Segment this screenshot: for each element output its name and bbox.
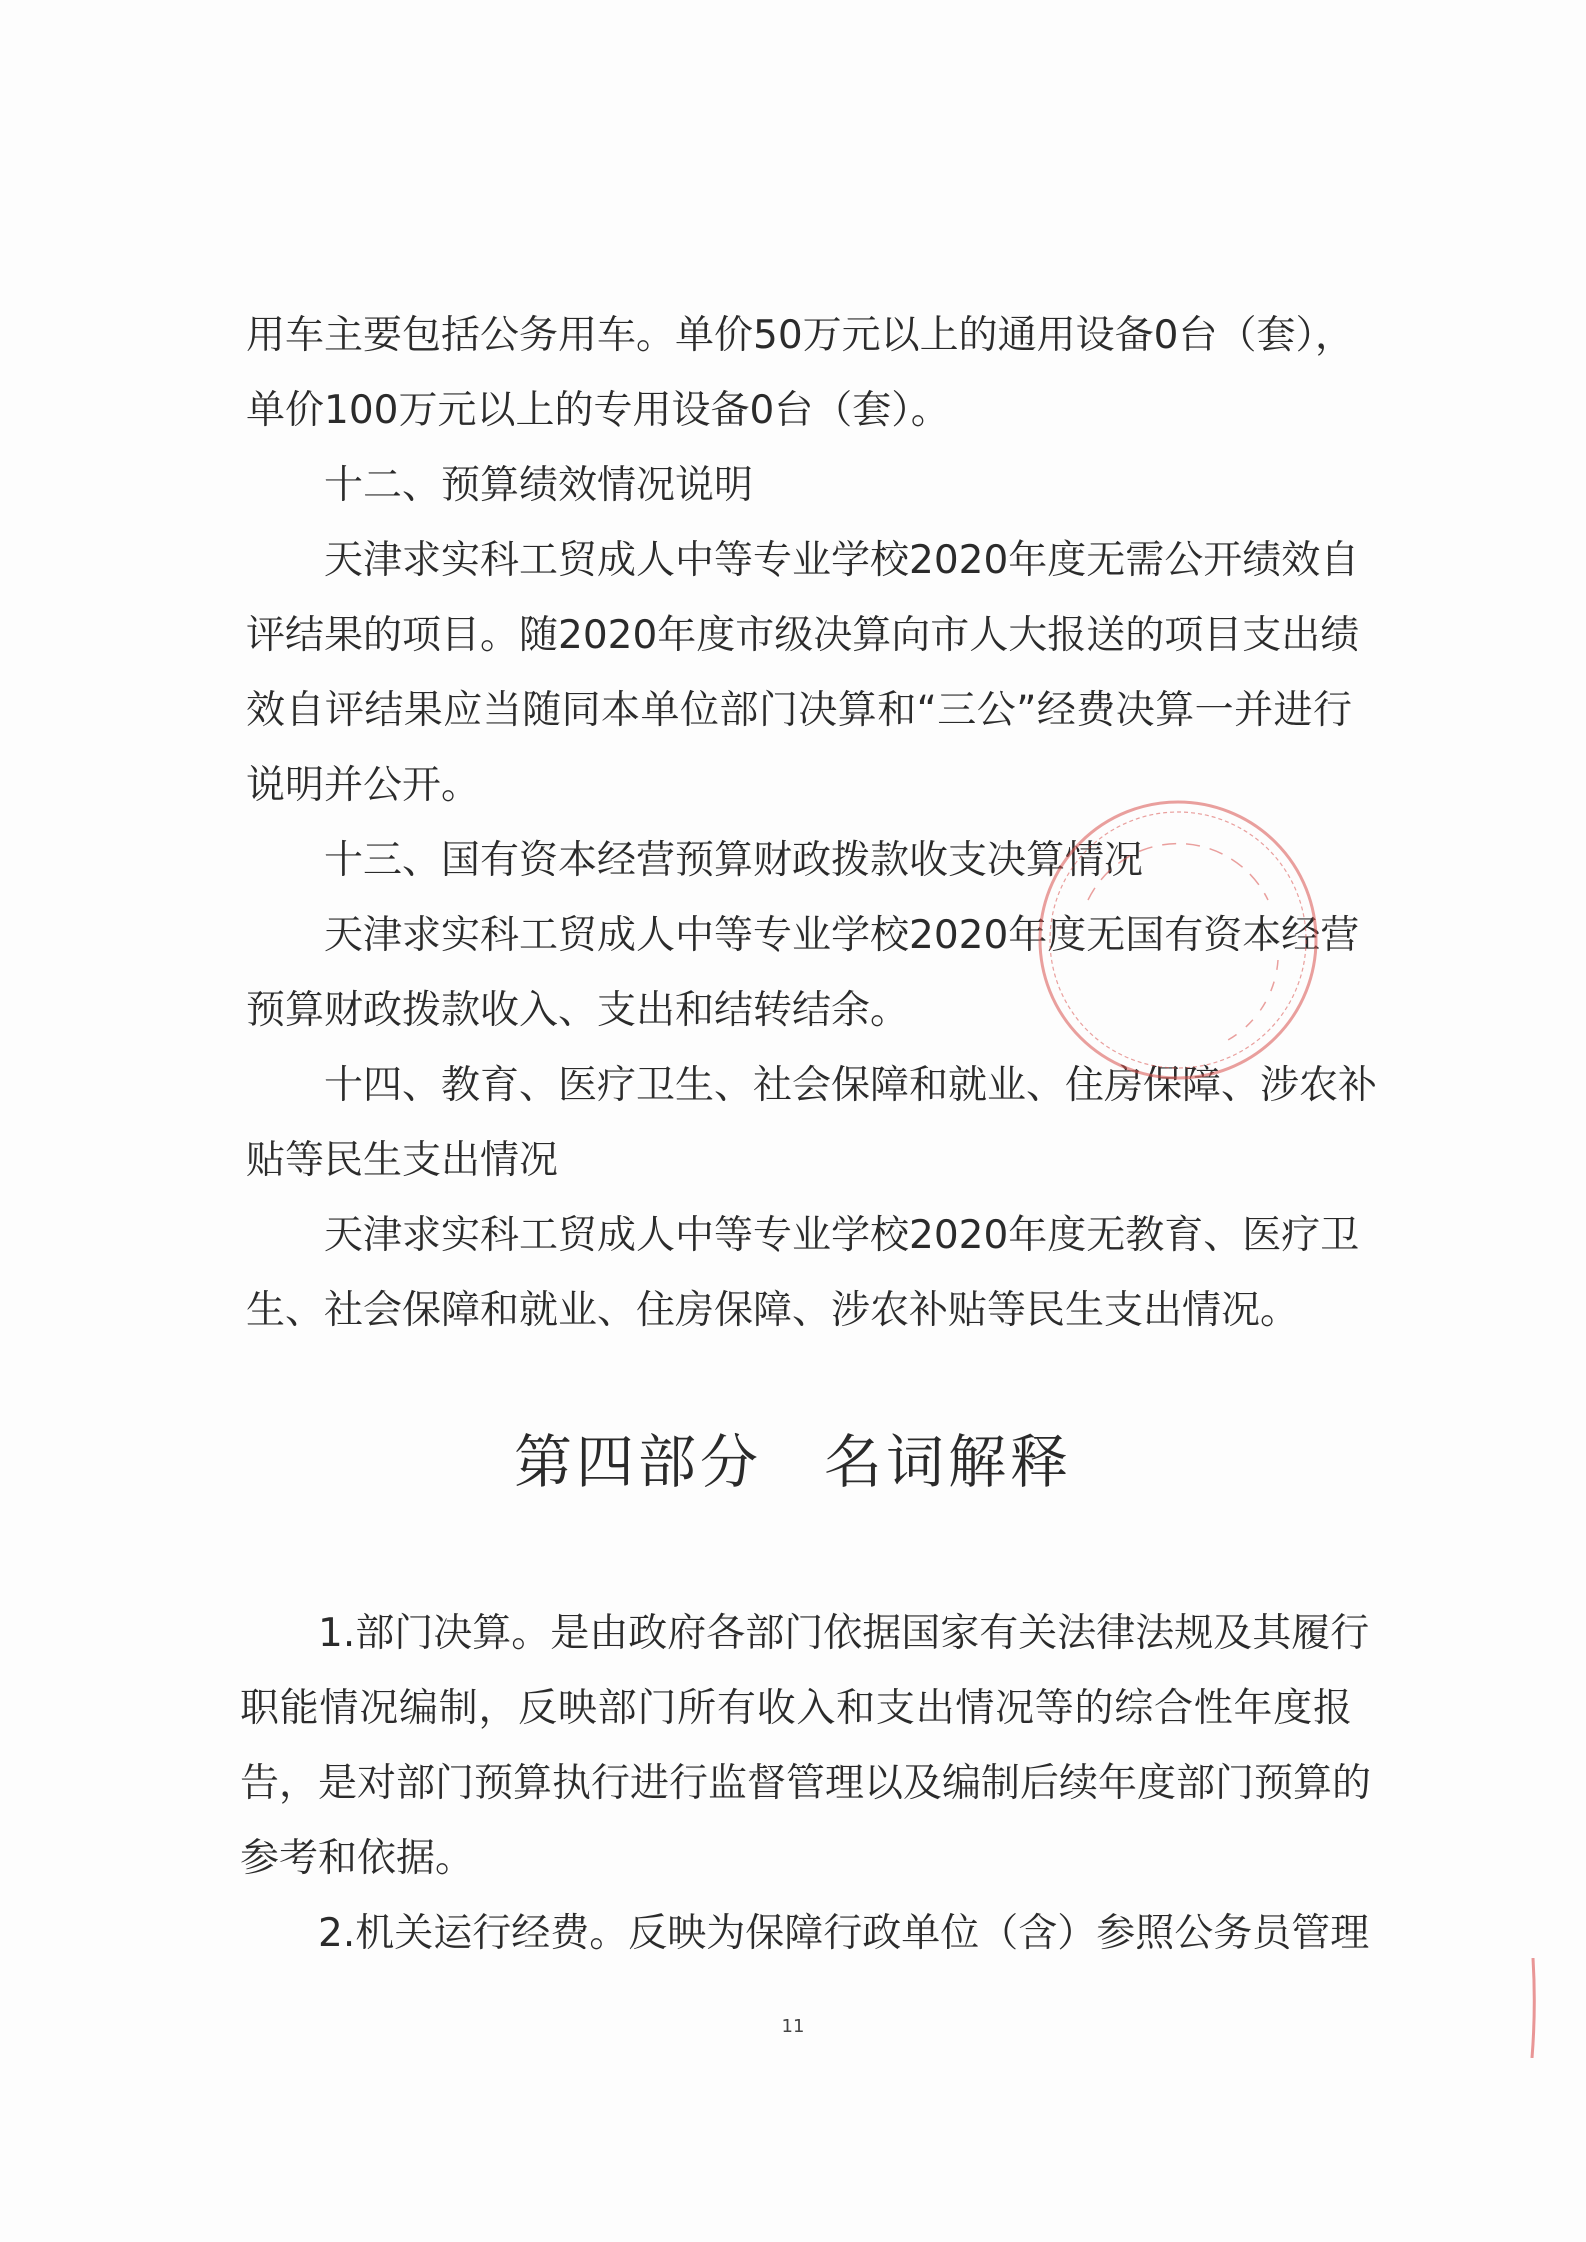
section-14-heading-cont: 贴等民生支出情况	[246, 1138, 559, 1183]
term-2-line: 2.机关运行经费。反映为保障行政单位（含）参照公务员管理	[318, 1911, 1370, 1956]
page-number: 11	[781, 2016, 805, 2037]
section-13-heading: 十三、国有资本经营预算财政拨款收支决算情况	[324, 838, 1144, 883]
paragraph-line: 天津求实科工贸成人中等专业学校2020年度无教育、医疗卫	[324, 1213, 1360, 1258]
paragraph-line: 说明并公开。	[246, 763, 481, 808]
paragraph-line: 天津求实科工贸成人中等专业学校2020年度无需公开绩效自	[324, 538, 1360, 583]
paragraph-line: 天津求实科工贸成人中等专业学校2020年度无国有资本经营	[324, 913, 1360, 958]
paragraph-line: 用车主要包括公务用车。单价50万元以上的通用设备0台（套），	[246, 313, 1354, 358]
section-14-heading: 十四、教育、医疗卫生、社会保障和就业、住房保障、涉农补	[324, 1063, 1378, 1108]
paragraph-line: 预算财政拨款收入、支出和结转结余。	[246, 988, 910, 1033]
paragraph-line: 生、社会保障和就业、住房保障、涉农补贴等民生支出情况。	[246, 1288, 1300, 1333]
term-1-line: 参考和依据。	[240, 1836, 475, 1881]
term-1-line: 告，是对部门预算执行进行监督管理以及编制后续年度部门预算的	[240, 1761, 1372, 1806]
edge-stamp-mark-icon	[1528, 1958, 1538, 2058]
terms-list	[240, 1596, 1372, 1971]
body-text	[246, 298, 1378, 1348]
part-four-title: 第四部分 名词解释	[513, 1428, 1072, 1496]
paragraph-line: 评结果的项目。随2020年度市级决算向市人大报送的项目支出绩	[246, 613, 1360, 658]
paragraph-line: 效自评结果应当随同本单位部门决算和“三公”经费决算一并进行	[246, 688, 1352, 733]
paragraph-line: 单价100万元以上的专用设备0台（套）。	[246, 388, 950, 433]
term-1-line: 1.部门决算。是由政府各部门依据国家有关法律法规及其履行	[318, 1611, 1370, 1656]
section-12-heading: 十二、预算绩效情况说明	[324, 463, 754, 508]
term-1-line: 职能情况编制，反映部门所有收入和支出情况等的综合性年度报	[240, 1686, 1352, 1731]
